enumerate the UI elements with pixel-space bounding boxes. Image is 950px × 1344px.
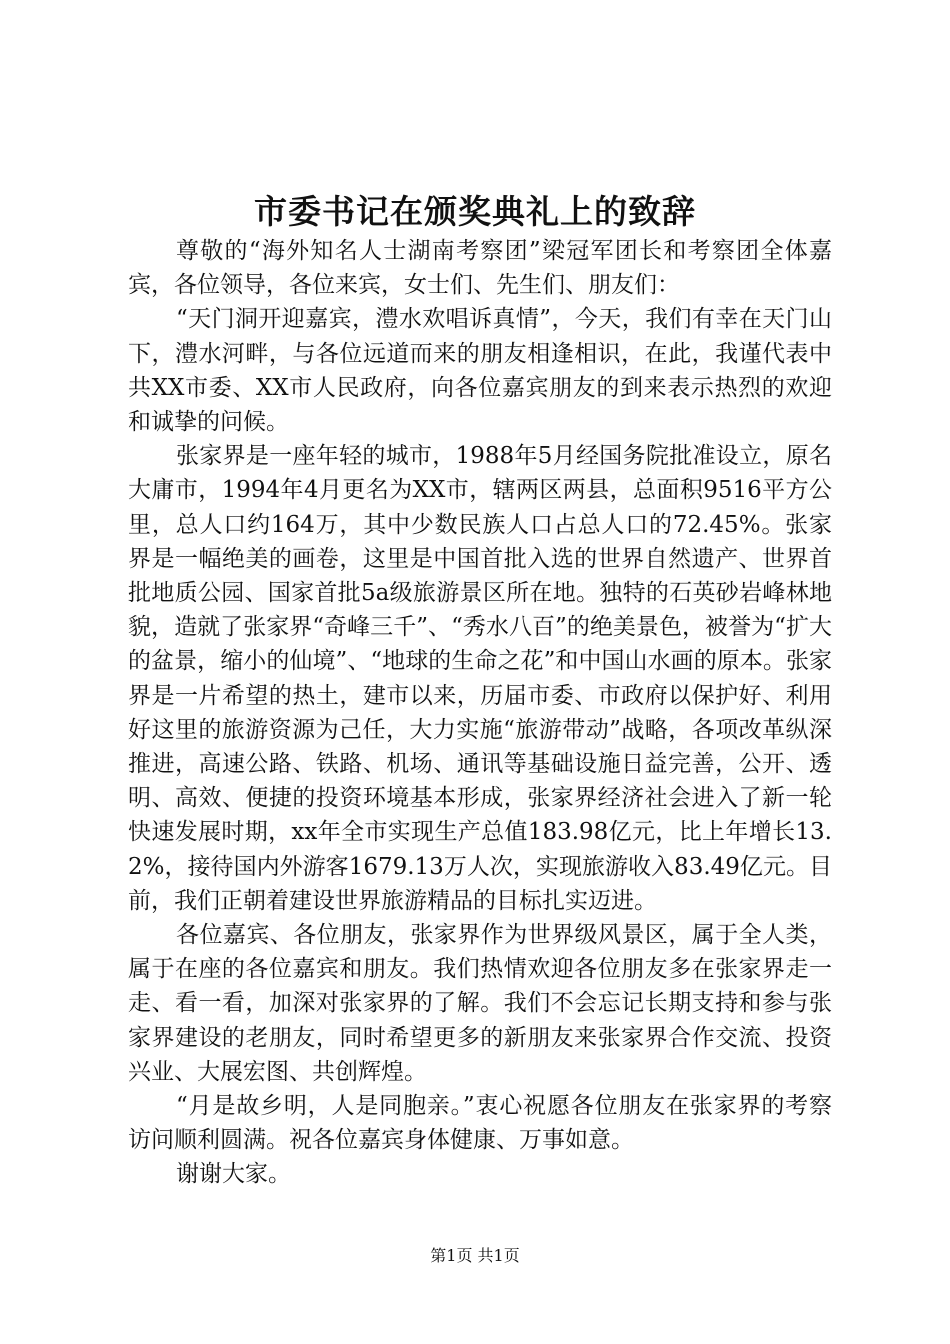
paragraph-thanks: 谢谢大家。 [176,1161,291,1188]
paragraph-invitation: 各位嘉宾、各位朋友，张家界作为世界级风景区，属于全人类，属于在座的各位嘉宾和朋友。我们热情欢迎各位朋友多在张家界走一走、看一看，加深对张家界的了解。我们不会忘记长期支持和参与张家界建设的老朋友，同时希望更多的新朋友来张家界合作交流、投资兴业、大展宏图、共创辉煌。 [128,922,832,1085]
document-body [128,234,832,1192]
page-title: 市委书记在颁奖典礼上的致辞 [254,192,696,231]
paragraph-welcome: “天门洞开迎嘉宾，澧水欢唱诉真情”，今天，我们有幸在天门山下，澧水河畔，与各位远道而来的朋友相逢相识，在此，我谨代表中共XX市委、XX市人民政府，向各位嘉宾朋友的到来表示热烈的欢迎和诚挚的问候。 [128,306,832,436]
paragraph-city-intro: 张家界是一座年轻的城市，1988年5月经国务院批准设立，原名大庸市，1994年4月更名为XX市，辖两区两县，总面积9516平方公里，总人口约164万，其中少数民族人口占总人口的72.45%。张家界是一幅绝美的画卷，这里是中国首批入选的世界自然遗产、世界首批地质公园、国家首批5a级旅游景区所在地。独特的石英砂岩峰林地貌，造就了张家界“奇峰三千”、“秀水八百”的绝美景色，被誉为“扩大的盆景，缩小的仙境”、“地球的生命之花”和中国山水画的原本。张家界是一片希望的热土，建市以来，历届市委、市政府以保护好、利用好这里的旅游资源为己任，大力实施“旅游带动”战略，各项改革纵深推进，高速公路、铁路、机场、通讯等基础设施日益完善，公开、透明、高效、便捷的投资环境基本形成，张家界经济社会进入了新一轮快速发展时期，xx年全市实现生产总值183.98亿元，比上年增长13.2%，接待国内外游客1679.13万人次，实现旅游收入83.49亿元。目前，我们正朝着建设世界旅游精品的目标扎实迈进。 [128,443,832,914]
page-number-footer: 第1页 共1页 [430,1246,520,1265]
paragraph-wishes: “月是故乡明，人是同胞亲。”衷心祝愿各位朋友在张家界的考察访问顺利圆满。祝各位嘉宾身体健康、万事如意。 [128,1093,832,1154]
paragraph-salutation: 尊敬的“海外知名人士湖南考察团”梁冠军团长和考察团全体嘉宾，各位领导，各位来宾，女士们、先生们、朋友们： [128,238,832,299]
